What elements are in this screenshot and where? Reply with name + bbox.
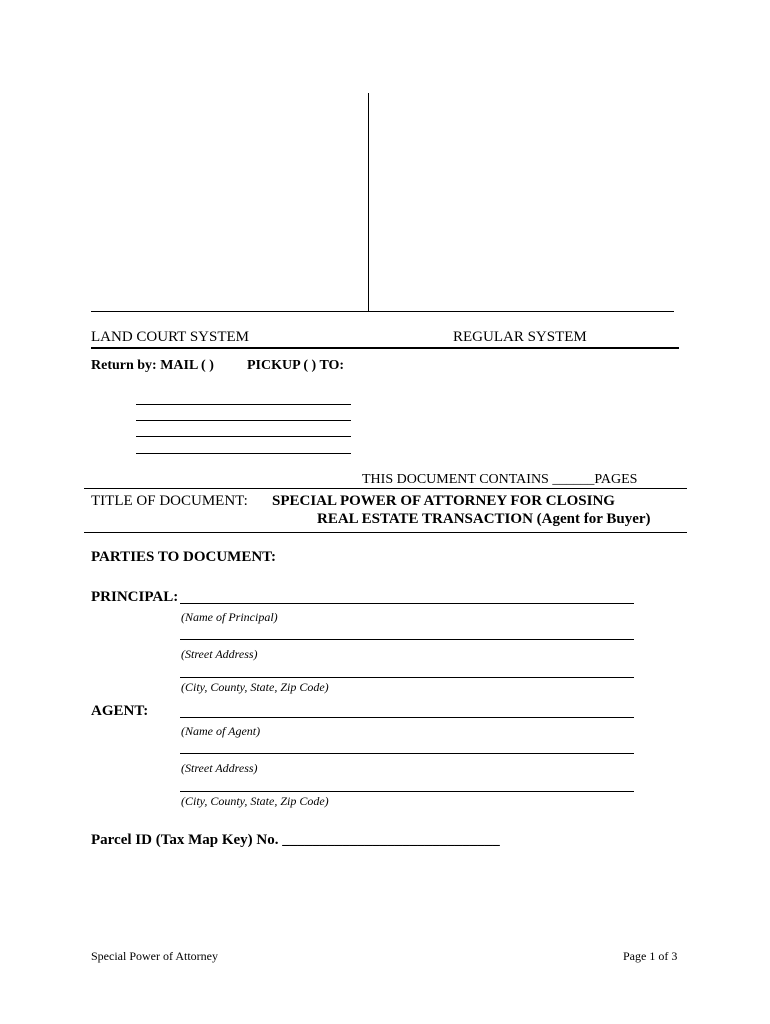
return-by-pickup: PICKUP ( ) TO: — [247, 358, 345, 373]
system-row-rule — [91, 347, 679, 349]
agent-name-line — [180, 717, 634, 718]
parcel-id-line: Parcel ID (Tax Map Key) No. _____________________________ — [91, 832, 500, 848]
recording-box-divider — [368, 93, 369, 311]
agent-label: AGENT: — [91, 703, 149, 719]
return-address-line — [136, 436, 351, 437]
recording-box-bottom-line — [91, 311, 674, 312]
parties-heading: PARTIES TO DOCUMENT: — [91, 549, 277, 565]
regular-system-label: REGULAR SYSTEM — [453, 329, 587, 345]
title-block-top-rule — [84, 488, 687, 489]
principal-city-line — [180, 677, 634, 678]
return-address-line — [136, 453, 351, 454]
document-title-line-1: SPECIAL POWER OF ATTORNEY FOR CLOSING — [272, 493, 615, 509]
land-court-system-label: LAND COURT SYSTEM — [91, 329, 250, 345]
principal-street-line — [180, 639, 634, 640]
principal-name-line — [180, 603, 634, 604]
document-title-line-2: REAL ESTATE TRANSACTION (Agent for Buyer) — [317, 511, 651, 527]
document-pages-count: THIS DOCUMENT CONTAINS ______PAGES — [362, 472, 638, 487]
return-address-line — [136, 420, 351, 421]
agent-street-line — [180, 753, 634, 754]
agent-name-caption: (Name of Agent) — [181, 724, 261, 738]
footer-document-name: Special Power of Attorney — [91, 949, 218, 963]
return-by-mail: Return by: MAIL ( ) — [91, 358, 214, 373]
agent-city-caption: (City, County, State, Zip Code) — [181, 794, 329, 808]
principal-street-caption: (Street Address) — [181, 647, 258, 661]
principal-label: PRINCIPAL: — [91, 589, 179, 605]
principal-name-caption: (Name of Principal) — [181, 610, 278, 624]
title-of-document-label: TITLE OF DOCUMENT: — [91, 493, 248, 509]
title-block-bottom-rule — [84, 532, 687, 533]
agent-street-caption: (Street Address) — [181, 761, 258, 775]
agent-city-line — [180, 791, 634, 792]
footer-page-number: Page 1 of 3 — [623, 949, 678, 963]
principal-city-caption: (City, County, State, Zip Code) — [181, 680, 329, 694]
return-address-line — [136, 404, 351, 405]
